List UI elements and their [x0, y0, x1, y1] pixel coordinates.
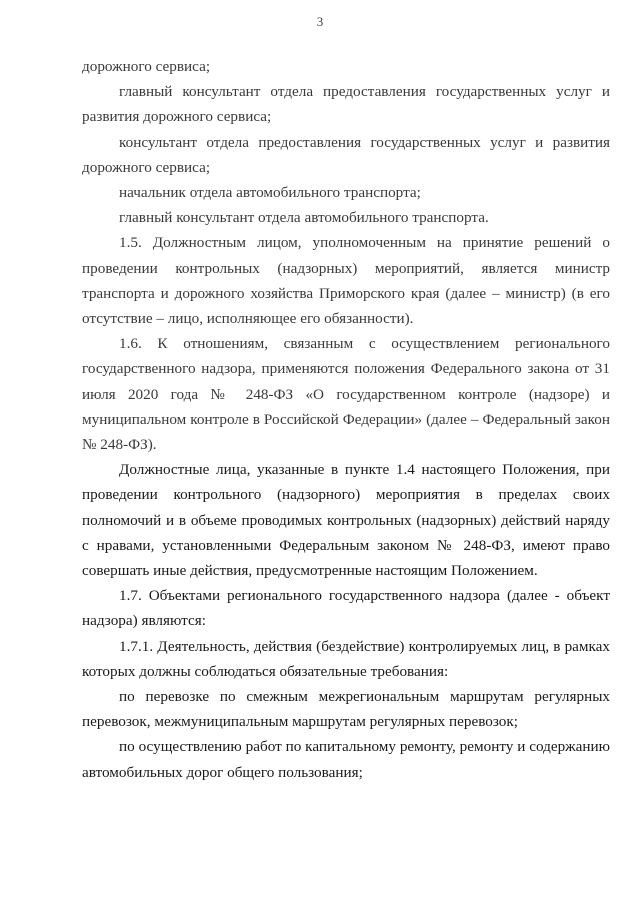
- paragraph-road-repair: по осуществлению работ по капитальному ремонту, ремонту и содержанию автомобильных дорог общего пользования;: [82, 738, 610, 781]
- paragraph-1-6: 1.6. К отношениям, связанным с осуществлением регионального государственного надзора, применяются положения Федерального закона от 31 июля 2020 года № 248-ФЗ «О государственном контроле (надзоре) и муниципальном контроле в Российской Федерации» (далее – Федеральный закон № 248-ФЗ).: [82, 335, 610, 454]
- document-body: [82, 54, 610, 785]
- paragraph-1-7: 1.7. Объектами регионального государственного надзора (далее - объект надзора) являются:: [82, 587, 610, 630]
- paragraph-1-7-1: 1.7.1. Деятельность, действия (бездействие) контролируемых лиц, в рамках которых должны соблюдаться обязательные требования:: [82, 637, 610, 680]
- paragraph-consultant-services: консультант отдела предоставления государственных услуг и развития дорожного сервиса;: [82, 133, 610, 176]
- paragraph-continuation: дорожного сервиса;: [82, 58, 211, 75]
- paragraph-chief-consultant-services: главный консультант отдела предоставления государственных услуг и развития дорожного сервиса;: [82, 83, 610, 126]
- paragraph-head-transport: начальник отдела автомобильного транспорта;: [119, 184, 421, 202]
- paragraph-1-5: 1.5. Должностным лицом, уполномоченным на принятие решений о проведении контрольных (надзорных) мероприятий, является министр транспорта и дорожного хозяйства Приморского края (далее – министр) (в его отсутствие – лицо, исполняющее его обязанности).: [82, 234, 610, 328]
- paragraph-officials-rights: Должностные лица, указанные в пункте 1.4 настоящего Положения, при проведении контрольного (надзорного) мероприятия в пределах своих полномочий и в объеме проводимых контрольных (надзорных) действий наряду с нравами, установленными Федеральным законом № 248-ФЗ, имеют право совершать иные действия, предусмотренные настоящим Положением.: [82, 461, 610, 580]
- paragraph-chief-consultant-transport: главный консультант отдела автомобильного транспорта.: [119, 209, 489, 227]
- page-number: 3: [316, 14, 324, 29]
- paragraph-transport-routes: по перевозке по смежным межрегиональным маршрутам регулярных перевозок, межмуниципальным маршрутам регулярных перевозок;: [82, 688, 610, 731]
